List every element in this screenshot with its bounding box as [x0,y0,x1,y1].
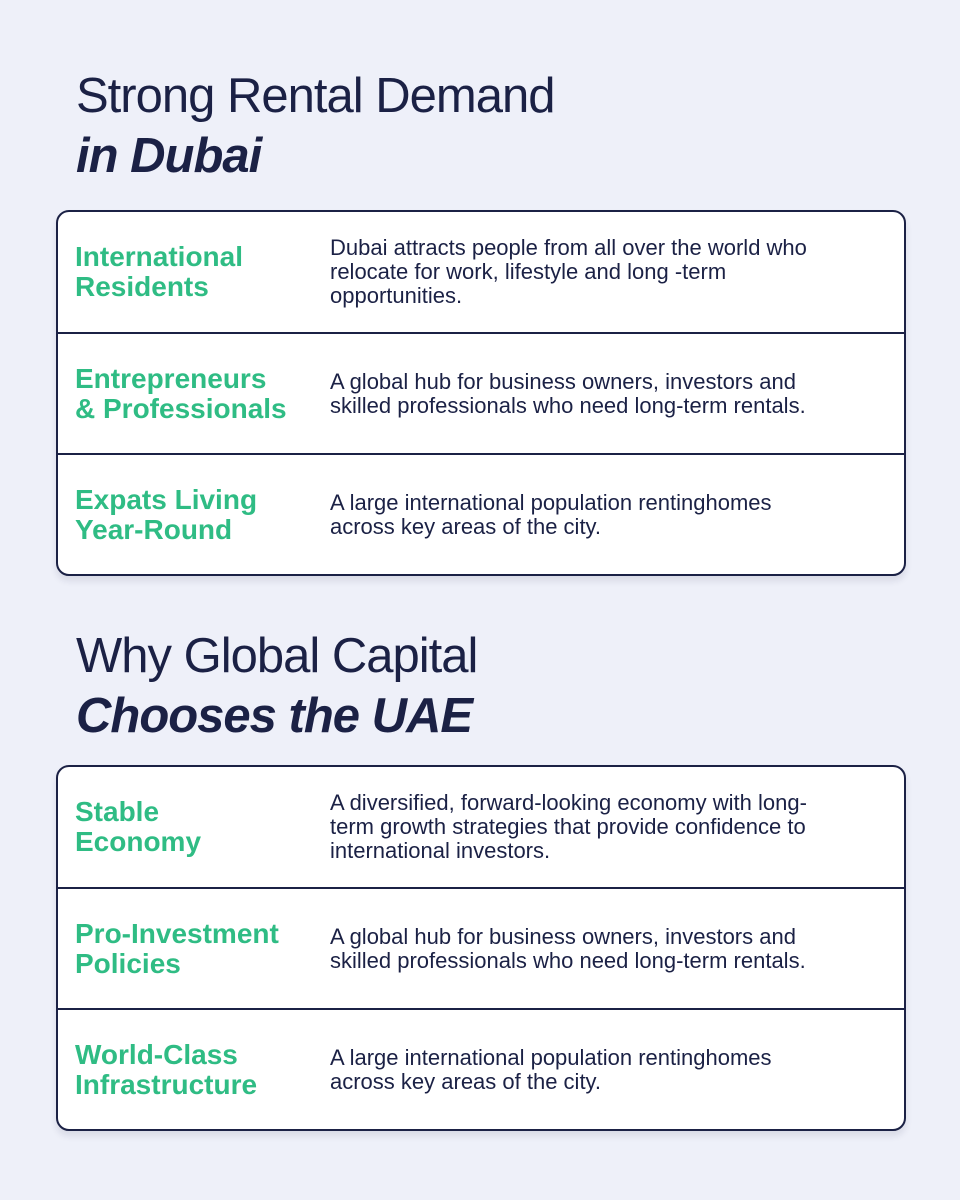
card-row [58,453,904,574]
row-description: A global hub for business owners, investors and skilled professionals who need long-term rentals. [330,368,806,418]
row-description: A large international population rentinghomes across key areas of the city. [330,1044,772,1094]
row-label: Expats Living Year-Round [75,483,258,545]
row-description: A global hub for business owners, investors and skilled professionals who need long-term rentals. [330,923,806,973]
section-title-global-capital [76,626,477,746]
title-line-2: Chooses the UAE [76,689,473,743]
card-row [58,212,904,332]
row-description: A large international population rentinghomes across key areas of the city. [330,489,772,539]
row-label: World-Class Infrastructure [75,1038,258,1100]
card-row [58,1008,904,1129]
rental-demand-card [56,210,906,576]
section-title-rental-demand [76,66,554,186]
row-label: International Residents [75,241,244,302]
title-line-1: Why Global Capital [76,629,478,683]
card-row [58,767,904,887]
title-line-2: in Dubai [76,129,262,183]
row-label: Pro-Investment Policies [75,917,279,979]
card-row [58,887,904,1008]
row-label: Stable Economy [75,796,202,857]
row-description: A diversified, forward-looking economy with long- term growth strategies that provide confidence to international investors. [330,790,807,863]
global-capital-card [56,765,906,1131]
card-row [58,332,904,453]
title-line-1: Strong Rental Demand [76,69,555,123]
row-label: Entrepreneurs & Professionals [75,362,287,424]
row-description: Dubai attracts people from all over the world who relocate for work, lifestyle and long -term opportunities. [330,235,807,308]
